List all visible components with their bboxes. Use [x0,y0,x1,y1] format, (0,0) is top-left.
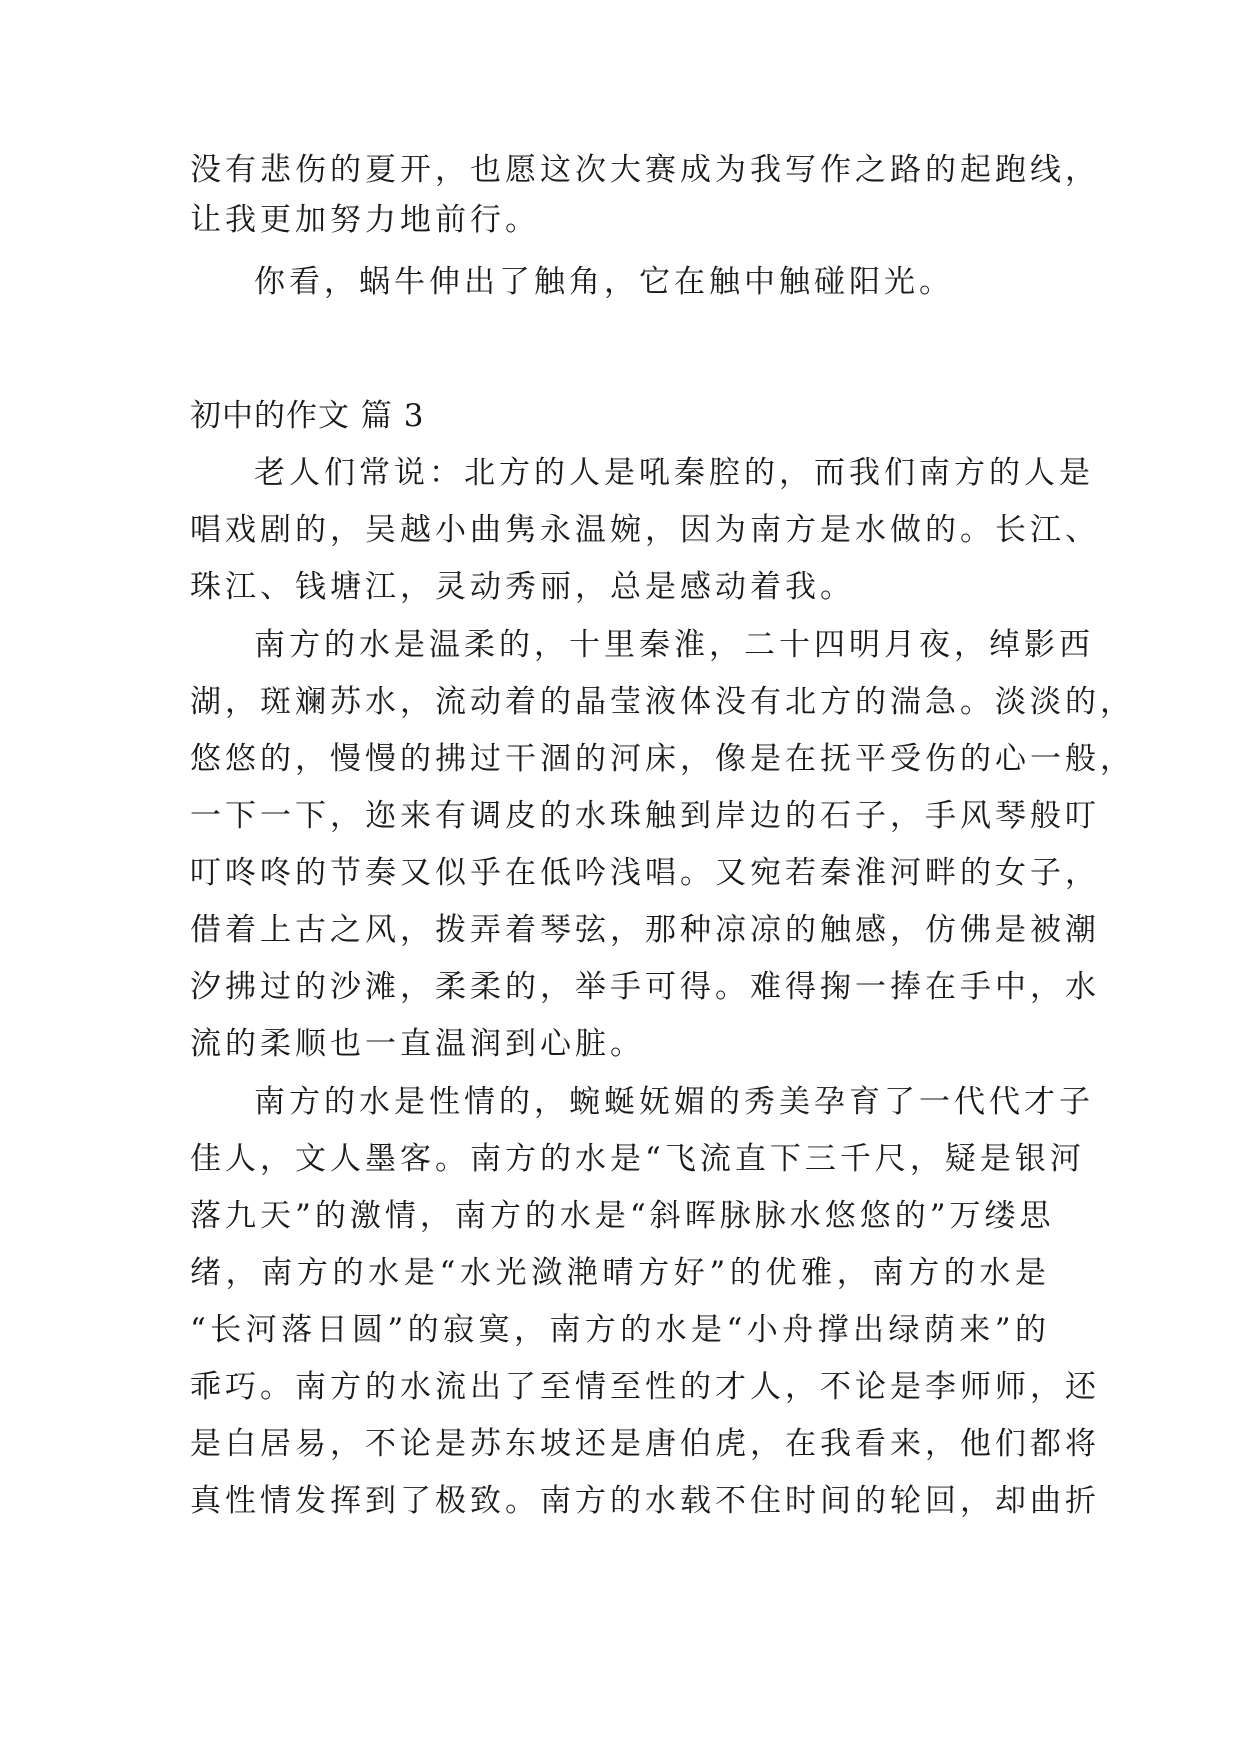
text-line: 绪，南方的水是“水光潋滟晴方好”的优雅，南方的水是 [190,1255,1050,1291]
text-line: 南方的水是温柔的，十里秦淮，二十四明月夜，绰影西 [254,627,1094,663]
text-line: 南方的水是性情的，蜿蜒妩媚的秀美孕育了一代代才子 [254,1084,1094,1120]
text-line: 叮咚咚的节奏又似乎在低吟浅唱。又宛若秦淮河畔的女子， [190,855,1100,891]
text-line: 汐拂过的沙滩，柔柔的，举手可得。难得掬一捧在手中，水 [190,969,1100,1005]
text-line: 流的柔顺也一直温润到心脏。 [190,1026,645,1062]
text-line: 是白居易，不论是苏东坡还是唐伯虎，在我看来，他们都将 [190,1426,1100,1462]
text-line: 没有悲伤的夏开，也愿这次大赛成为我写作之路的起跑线， [190,152,1100,188]
text-line: 乖巧。南方的水流出了至情至性的才人，不论是李师师，还 [190,1369,1100,1405]
text-line: 湖，斑斓苏水，流动着的晶莹液体没有北方的湍急。淡淡的， [190,684,1135,720]
text-line: 你看，蜗牛伸出了触角，它在触中触碰阳光。 [254,264,954,300]
text-line: 一下一下，迩来有调皮的水珠触到岸边的石子，手风琴般叮 [190,798,1100,834]
text-line: 唱戏剧的，吴越小曲隽永温婉，因为南方是水做的。长江、 [190,512,1100,548]
text-line: 珠江、钱塘江，灵动秀丽，总是感动着我。 [190,569,855,605]
text-line: 佳人，文人墨客。南方的水是“飞流直下三千尺，疑是银河 [190,1141,1085,1177]
text-line: 老人们常说：北方的人是吼秦腔的，而我们南方的人是 [254,455,1094,491]
text-line: “长河落日圆”的寂寞，南方的水是“小舟撑出绿荫来”的 [190,1312,1050,1348]
text-line: 让我更加努力地前行。 [190,202,540,238]
text-line: 真性情发挥到了极致。南方的水载不住时间的轮回，却曲折 [190,1483,1100,1519]
section-heading: 初中的作文 篇 3 [190,398,425,434]
text-line: 落九天”的激情，南方的水是“斜晖脉脉水悠悠的”万缕思 [190,1198,1055,1234]
text-line: 借着上古之风，拨弄着琴弦，那种凉凉的触感，仿佛是被潮 [190,912,1100,948]
text-line: 悠悠的，慢慢的拂过干涸的河床，像是在抚平受伤的心一般， [190,741,1135,777]
